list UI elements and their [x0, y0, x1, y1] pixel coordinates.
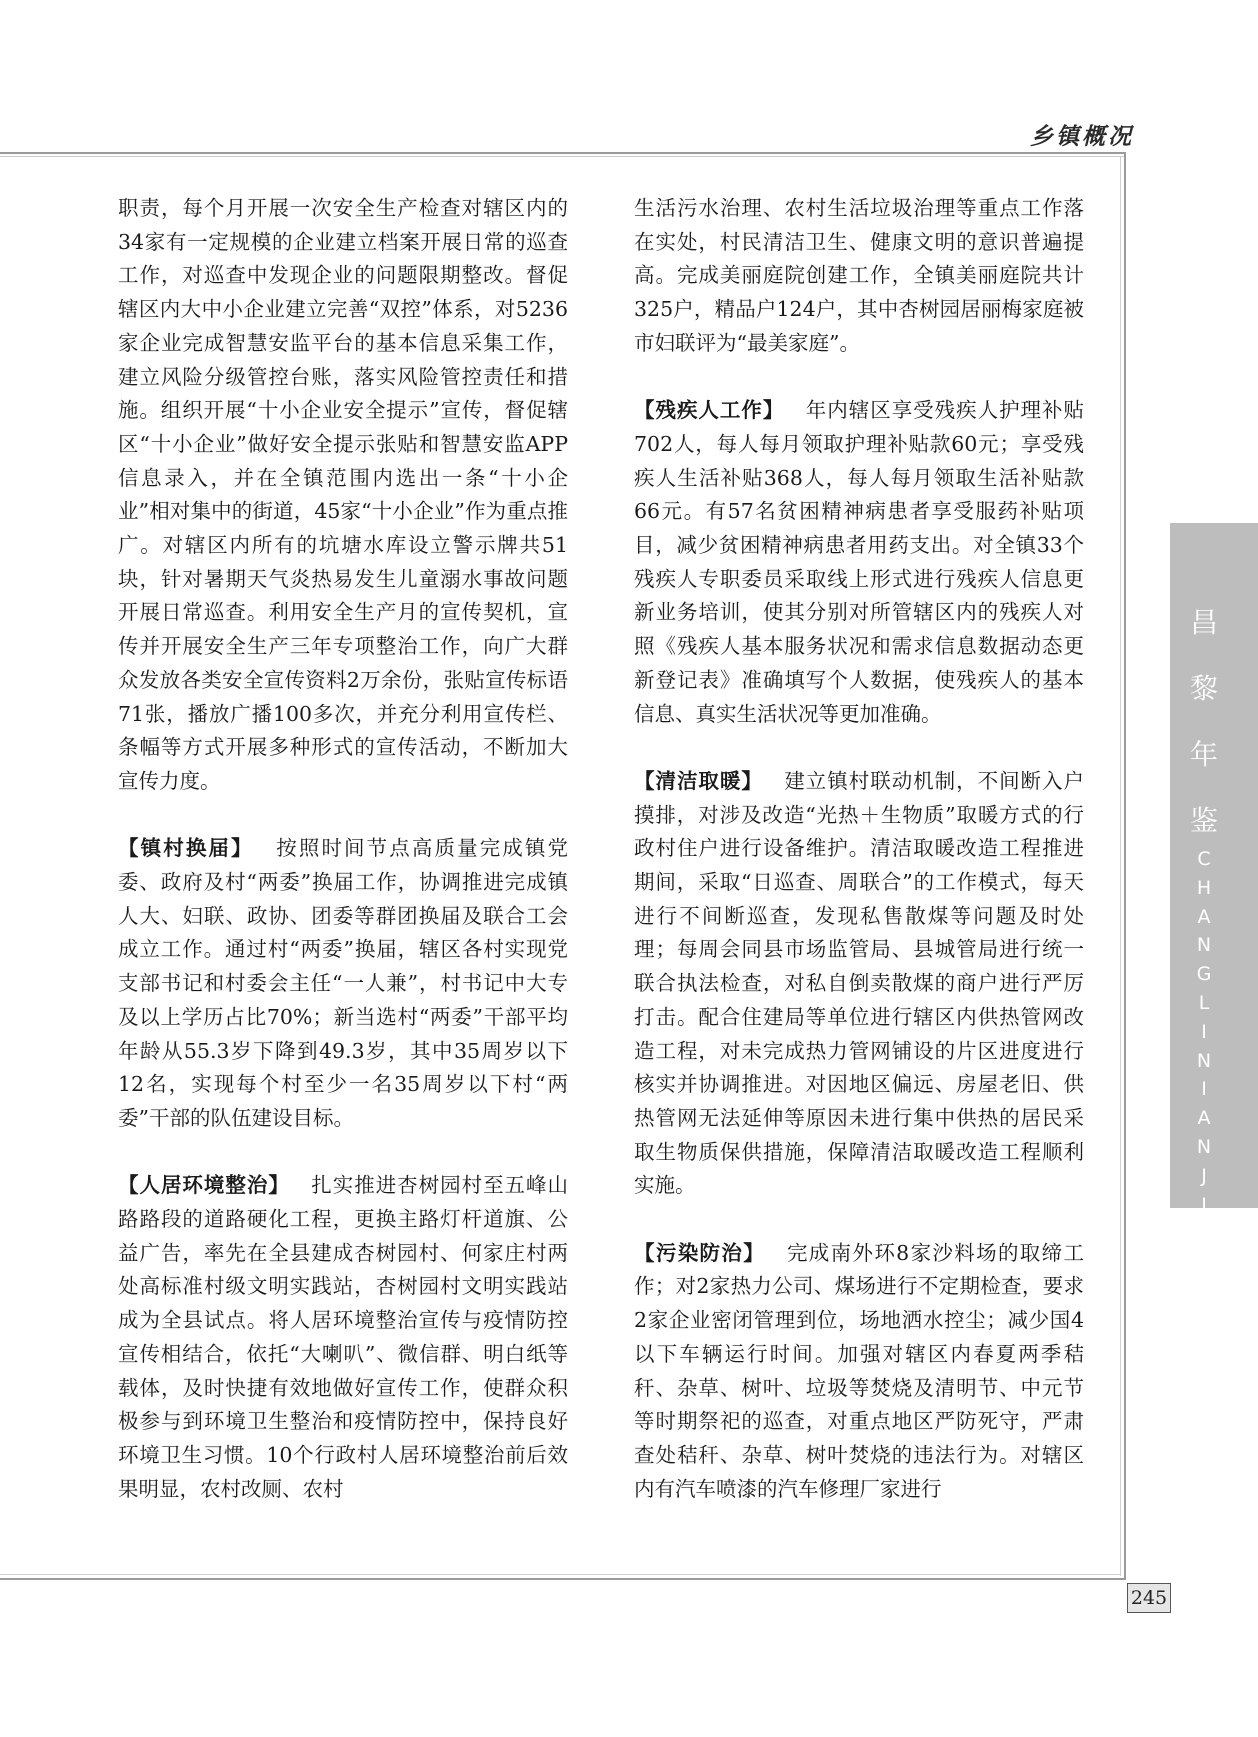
side-tab-letter: N	[1196, 1135, 1212, 1158]
paragraph-text: 按照时间节点高质量完成镇党委、政府及村“两委”换届工作，协调推进完成镇人大、妇联、政协、团委等群团换届及联合工会成立工作。通过村“两委”换届，辖区各村实现党支部书记和村委会主任“一人兼”，村书记中大专及以上学历占比70%；新当选村“两委”干部平均年龄从55.3岁下降到49.3岁，其中35周岁以下12名，实现每个村至少一名35周岁以下村“两委”干部的队伍建设目标。	[118, 836, 569, 1130]
paragraph-text: 年内辖区享受残疾人护理补贴702人，每人每月领取护理补贴款60元；享受残疾人生活补贴368人，每人每月领取生活补贴款66元。有57名贫困精神病患者享受服药补贴项目，减少贫困精神病患者用药支出。对全镇33个残疾人专职委员采取线上形式进行残疾人信息更新业务培训，使其分别对所管辖区内的残疾人对照《残疾人基本服务状况和需求信息数据动态更新登记表》准确填写个人数据，使残疾人的基本信息、真实生活状况等更加准确。	[634, 398, 1085, 726]
side-tab-letter: C	[1197, 848, 1211, 870]
paragraph	[118, 1169, 568, 1506]
frame-line-bottom	[0, 1578, 1126, 1580]
side-tab-letter: N	[1196, 1251, 1212, 1274]
paragraph-text: 职责，每个月开展一次安全生产检查对辖区内的34家有一定规模的企业建立档案开展日常的巡查工作，对巡查中发现企业的问题限期整改。督促辖区内大中小企业建立完善“双控”体系，对5236家企业完成智慧安监平台的基本信息采集工作，建立风险分级管控台账，落实风险管控责任和措施。组织开展“十小企业安全提示”宣传，督促辖区“十小企业”做好安全提示张贴和智慧安监APP信息录入，并在全镇范围内选出一条“十小企业”相对集中的街道，45家“十小企业”作为重点推广。对辖区内所有的坑塘水库设立警示牌共51块，针对暑期天气炎热易发生儿童溺水事故问题开展日常巡查。利用安全生产月的宣传契机，宣传并开展安全生产三年专项整治工作，向广大群众发放各类安全宣传资料2万余份，张贴宣传标语71张，播放广播100多次，并充分利用宣传栏、条幅等方式开展多种形式的宣传活动，不断加大宣传力度。	[118, 196, 568, 793]
section-heading: 【人居环境整治】	[118, 1173, 290, 1198]
paragraph	[634, 192, 1084, 361]
frame-line-right-inner	[1120, 156, 1121, 1576]
frame-line-bottom-inner	[0, 1574, 1120, 1575]
side-tab-char: 鉴	[1189, 804, 1218, 837]
paragraph	[634, 1237, 1084, 1507]
side-tab-char: 黎	[1189, 672, 1218, 705]
frame-line-right	[1124, 152, 1126, 1580]
side-tab-letter: J	[1201, 1164, 1207, 1187]
side-tab-letter: N	[1196, 1049, 1212, 1072]
paragraph-text: 扎实推进杏树园村至五峰山路路段的道路硬化工程，更换主路灯杆道旗、公益广告，率先在全县建成杏树园村、何家庄村两处高标准村级文明实践站，杏树园村文明实践站成为全县试点。将人居环境整治宣传与疫情防控宣传相结合，依托“大喇叭”、微信群、明白纸等载体，及时快捷有效地做好宣传工作，使群众积极参与到环境卫生整治和疫情防控中，保持良好环境卫生习惯。10个行政村人居环境整治前后效果明显，农村改厕、农村	[118, 1173, 569, 1501]
side-tab-letter: L	[1198, 991, 1210, 1014]
side-tab-letter: A	[1197, 1222, 1211, 1245]
frame-line-top	[0, 152, 1126, 154]
section-heading: 【残疾人工作】	[634, 398, 785, 423]
side-tab-letter: I	[1201, 1078, 1207, 1101]
side-tab-letter: A	[1197, 1107, 1211, 1130]
side-tab-letter: I	[1201, 1193, 1207, 1216]
paragraph	[118, 192, 568, 799]
side-tab-char: 年	[1189, 738, 1218, 771]
section-heading: 【污染防治】	[634, 1240, 766, 1265]
side-tab-letter: I	[1201, 1020, 1207, 1043]
side-tab-letter: A	[1197, 905, 1211, 928]
side-tab-char: 昌	[1189, 606, 1218, 639]
section-heading: 【镇村换届】	[118, 836, 254, 861]
side-tab-english-title	[1188, 845, 1220, 1277]
section-title: 乡镇概况	[1030, 123, 1134, 150]
section-heading: 【清洁取暖】	[634, 768, 763, 793]
paragraph-text: 生活污水治理、农村生活垃圾治理等重点工作落在实处，村民清洁卫生、健康文明的意识普遍提高。完成美丽庭院创建工作，全镇美丽庭院共计325户，精品户124户，其中杏树园居丽梅家庭被市妇联评为“最美家庭”。	[634, 196, 1084, 355]
paragraph	[634, 394, 1084, 731]
right-column	[634, 192, 1084, 1506]
page-number: 245	[1127, 1583, 1171, 1613]
side-tab-chinese-title	[1184, 590, 1224, 854]
frame-line-top-inner	[0, 156, 1126, 157]
side-tab-letter: H	[1196, 876, 1212, 899]
left-column	[118, 192, 568, 1506]
paragraph-text: 完成南外环8家沙料场的取缔工作；对2家热力公司、煤场进行不定期检查，要求2家企业密闭管理到位，场地洒水控尘；减少国4以下车辆运行时间。加强对辖区内春夏两季秸秆、杂草、树叶、垃圾等焚烧及清明节、中元节等时期祭祀的巡查，对重点地区严防死守，严肃查处秸秆、杂草、树叶焚烧的违法行为。对辖区内有汽车喷漆的汽车修理厂家进行	[634, 1240, 1085, 1501]
paragraph-text: 建立镇村联动机制，不间断入户摸排，对涉及改造“光热＋生物质”取暖方式的行政村住户进行设备维护。清洁取暖改造工程推进期间，采取“日巡查、周联合”的工作模式，每天进行不间断巡查，发现私售散煤等问题及时处理；每周会同县市场监管局、县城管局进行统一联合执法检查，对私自倒卖散煤的商户进行严厉打击。配合住建局等单位进行辖区内供热管网改造工程，对未完成热力管网铺设的片区进度进行核实并协调推进。对因地区偏远、房屋老旧、供热管网无法延伸等原因未进行集中供热的居民采取生物质保供措施，保障清洁取暖改造工程顺利实施。	[634, 768, 1085, 1198]
paragraph	[118, 832, 568, 1135]
paragraph	[634, 765, 1084, 1203]
side-tab-letter: G	[1196, 963, 1212, 986]
side-tab-letter: N	[1196, 934, 1212, 957]
